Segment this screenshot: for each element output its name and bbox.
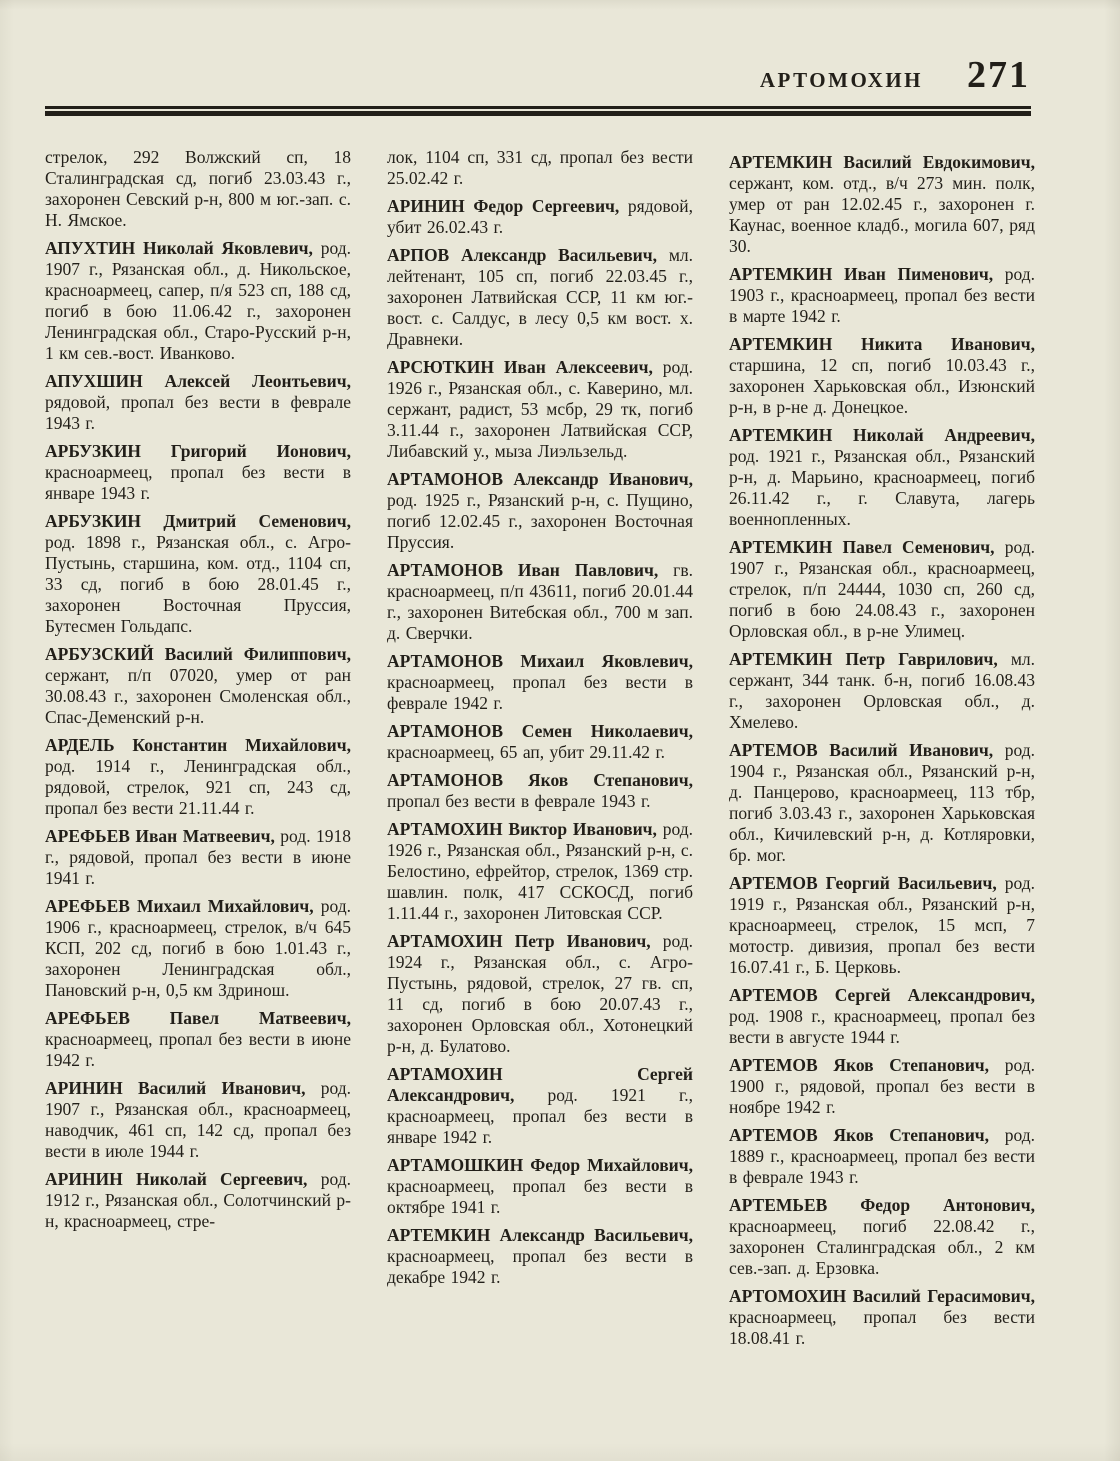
entry-person-name: АРБУЗКИН Дмитрий Семенович, [45,511,351,531]
entry-person-name: АРТЕМОВ Яков Степанович, [729,1125,1005,1145]
entry-details: красноармеец, пропал без вести в январе 1943 г. [45,462,351,503]
memorial-entry [387,819,693,924]
entry-details: род. 1926 г., Рязанская обл., с. Каверино, мл. сержант, радист, 53 мсбр, 29 тк, погиб 3.11.44 г., захоронен Латвийская ССР, Либавский у., мыза Лиэльзельд. [387,357,693,461]
memorial-entry [45,511,351,637]
memorial-entry [45,371,351,434]
entry-details: род. 1924 г., Рязанская обл., с. Агро-Пустынь, рядовой, стрелок, 27 гв. сп, 11 сд, погиб в бою 20.07.43 г., захоронен Орловская обл., Хотонецкий р-н, д. Булатово. [387,931,693,1056]
entry-details: сержант, ком. отд., в/ч 273 мин. полк, умер от ран 12.02.45 г., захоронен г. Каунас, военное кладб., могила 607, ряд 30. [729,173,1035,256]
memorial-entry [729,425,1035,530]
entry-person-name: АРЕФЬЕВ Иван Матвеевич, [45,826,281,846]
entry-details: род. 1907 г., Рязанская обл., д. Никольское, красноармеец, сапер, п/я 523 сп, 188 сд, погиб в бою 11.06.42 г., захоронен Ленинградская обл., Старо-Русский р-н, 1 км сев.-вост. Иванково. [45,238,351,363]
memorial-entry [45,896,351,1001]
page-number: 271 [967,54,1030,96]
entry-person-name: АРТАМОНОВ Иван Павлович, [387,560,674,580]
memorial-entry [729,1055,1035,1118]
memorial-entry [729,334,1035,418]
entry-details: гв. красноармеец, п/п 43611, погиб 20.01.44 г., захоронен Витебская обл., 700 м зап. д. Сверчки. [387,560,693,643]
running-title: АРТОМОХИН [759,68,923,92]
entry-person-name: АРТЕМКИН Павел Семенович, [729,537,1005,557]
entry-details: род. 1926 г., Рязанская обл., Рязанский р-н, с. Белостино, ефрейтор, стрелок, 1369 стр. шавлин. полк, 417 ССКОСД, погиб 1.11.44 г., захоронен Литовская ССР. [387,819,693,923]
entry-person-name: АРИНИН Николай Сергеевич, [45,1169,321,1189]
entry-details: род. 1906 г., красноармеец, стрелок, в/ч 645 КСП, 202 сд, погиб в бою 1.01.43 г., захоронен Ленинградская обл., Пановский р-н, 0,5 км Здринош. [45,896,351,1000]
entry-person-name: АРТАМОХИН Сергей Александрович, [387,1064,693,1105]
running-head [45,56,1030,94]
memorial-entry [729,1125,1035,1188]
entry-details: красноармеец, пропал без вести в декабре 1942 г. [387,1246,693,1287]
entry-details: род. 1918 г., рядовой, пропал без вести в июне 1941 г. [45,826,351,888]
memorial-entry [387,469,693,553]
entry-person-name: АРБУЗКИН Григорий Ионович, [45,441,351,461]
memorial-entry [729,1195,1035,1279]
entry-person-name: АРИНИН Федор Сергеевич, [387,196,628,216]
memorial-entry [729,649,1035,733]
entry-person-name: АРСЮТКИН Иван Алексеевич, [387,357,663,377]
entry-details: сержант, п/п 07020, умер от ран 30.08.43 г., захоронен Смоленская обл., Спас-Деменский р-н. [45,665,351,727]
entry-person-name: АПУХТИН Николай Яковлевич, [45,238,321,258]
entry-details: мл. лейтенант, 105 сп, погиб 22.03.45 г., захоронен Латвийская ССР, 11 км юг.-вост. с. Салдус, в лесу 0,5 км вост. х. Дравнеки. [387,245,693,349]
entry-details: красноармеец, пропал без вести в июне 1942 г. [45,1029,351,1070]
memorial-entry [387,147,693,189]
memorial-entry [387,1225,693,1288]
entry-details: род. 1912 г., Рязанская обл., Солотчинский р-н, красноармеец, стре- [45,1169,351,1231]
entry-person-name: АРТЕМКИН Никита Иванович, [729,334,1035,354]
column-2 [387,147,693,1452]
entry-details: род. 1903 г., красноармеец, пропал без вести в марте 1942 г. [729,264,1035,326]
memorial-entry [729,873,1035,978]
entry-person-name: АРБУЗСКИЙ Василий Филиппович, [45,644,351,664]
entry-person-name: АРТАМОШКИН Федор Михайлович, [387,1155,693,1175]
entry-person-name: АРТАМОХИН Петр Иванович, [387,931,663,951]
entry-details: красноармеец, 65 ап, убит 29.11.42 г. [387,742,666,762]
memorial-entry [45,238,351,364]
entry-person-name: АРТЕМКИН Петр Гаврилович, [729,649,1011,669]
entry-details: род. 1921 г., красноармеец, пропал без вести в январе 1942 г. [387,1085,693,1147]
memorial-entry [387,196,693,238]
memorial-entry [45,1008,351,1071]
text-columns [45,147,1035,1452]
entry-person-name: АРТЕМКИН Николай Андреевич, [729,425,1035,445]
memorial-entry [387,357,693,462]
entry-person-name: АРТАМОНОВ Семен Николаевич, [387,721,693,741]
memorial-entry [45,735,351,819]
entry-person-name: АРТАМОНОВ Александр Иванович, [387,469,693,489]
memorial-entry [45,1169,351,1232]
entry-person-name: АРЕФЬЕВ Михаил Михайлович, [45,896,321,916]
entry-person-name: АРТОМОХИН Василий Герасимович, [729,1286,1035,1306]
entry-details: красноармеец, пропал без вести 18.08.41 г. [729,1307,1035,1348]
entry-details: красноармеец, погиб 22.08.42 г., захоронен Сталинградская обл., 2 км сев.-зап. д. Ерзовка. [729,1216,1035,1278]
entry-person-name: АРТЕМКИН Александр Васильевич, [387,1225,693,1245]
memorial-entry [729,152,1035,257]
entry-person-name: АРДЕЛЬ Константин Михайлович, [45,735,351,755]
entry-details: красноармеец, пропал без вести в феврале 1942 г. [387,672,693,713]
entry-person-name: АРИНИН Василий Иванович, [45,1078,321,1098]
entry-person-name: АРТЕМОВ Яков Степанович, [729,1055,1005,1075]
memorial-entry [729,537,1035,642]
entry-details: старшина, 12 сп, погиб 10.03.43 г., захоронен Харьковская обл., Изюнский р-н, в р-не д. Донецкое. [729,355,1035,417]
entry-person-name: АРТЕМОВ Сергей Александрович, [729,985,1035,1005]
entry-details: род. 1908 г., красноармеец, пропал без вести в августе 1944 г. [729,1006,1035,1047]
memorial-entry [45,826,351,889]
memorial-entry [387,721,693,763]
memorial-entry [387,770,693,812]
entry-details: красноармеец, пропал без вести в октябре 1941 г. [387,1176,693,1217]
memorial-entry [387,1064,693,1148]
entry-details: рядовой, пропал без вести в феврале 1943 г. [45,392,351,433]
entry-details: род. 1904 г., Рязанская обл., Рязанский р-н, д. Панцерово, красноармеец, 113 тбр, погиб 3.03.43 г., захоронен Харьковская обл., Кичилевский р-н, д. Котляровки, бр. мог. [729,740,1035,865]
memorial-entry [387,931,693,1057]
entry-person-name: АРТАМОХИН Виктор Иванович, [387,819,663,839]
entry-person-name: АРПОВ Александр Васильевич, [387,245,669,265]
entry-person-name: АРТЕМОВ Георгий Васильевич, [729,873,1005,893]
entry-details: род. 1914 г., Ленинградская обл., рядовой, стрелок, 921 сп, 243 сд, пропал без вести 21.11.44 г. [45,756,351,818]
entry-details: рядовой, убит 26.02.43 г. [387,196,693,237]
entry-details: род. 1898 г., Рязанская обл., с. Агро-Пустынь, старшина, ком. отд., 1104 сп, 33 сд, погиб в бою 28.01.45 г., захоронен Восточная Пруссия, Бутесмен Гольдапс. [45,532,351,636]
entry-person-name: АРТАМОНОВ Михаил Яковлевич, [387,651,693,671]
memorial-entry [387,1155,693,1218]
entry-details: лок, 1104 сп, 331 сд, пропал без вести 25.02.42 г. [387,147,693,188]
memorial-entry [45,1078,351,1162]
entry-details: род. 1907 г., Рязанская обл., красноармеец, наводчик, 461 сп, 142 сд, пропал без вести в июле 1944 г. [45,1078,351,1161]
memorial-entry [387,245,693,350]
entry-details: род. 1889 г., красноармеец, пропал без вести в феврале 1943 г. [729,1125,1035,1187]
memorial-entry [729,264,1035,327]
memorial-entry [45,441,351,504]
memorial-entry [387,651,693,714]
memorial-entry [45,644,351,728]
entry-person-name: АРТЕМКИН Василий Евдокимович, [729,152,1035,172]
entry-details: пропал без вести в феврале 1943 г. [387,791,651,811]
entry-person-name: АРТЕМОВ Василий Иванович, [729,740,1005,760]
column-1 [45,147,351,1452]
header-double-rule [45,106,1031,116]
entry-person-name: АРТЕМЬЕВ Федор Антонович, [729,1195,1035,1215]
entry-details: род. 1921 г., Рязанская обл., Рязанский р-н, д. Марьино, красноармеец, погиб 26.11.42 г., г. Славута, лагерь военнопленных. [729,446,1035,529]
entry-person-name: АРТЕМКИН Иван Пименович, [729,264,1005,284]
entry-details: род. 1900 г., рядовой, пропал без вести в ноябре 1942 г. [729,1055,1035,1117]
entry-person-name: АРТАМОНОВ Яков Степанович, [387,770,693,790]
entry-details: мл. сержант, 344 танк. б-н, погиб 16.08.43 г., захоронен Орловская обл., д. Хмелево. [729,649,1035,732]
column-3 [729,147,1035,1452]
entry-details: род. 1919 г., Рязанская обл., Рязанский р-н, красноармеец, стрелок, 15 мсп, 7 мотостр. дивизия, пропал без вести 16.07.41 г., Б. Церковь. [729,873,1035,977]
memorial-entry [387,560,693,644]
entry-person-name: АРЕФЬЕВ Павел Матвеевич, [45,1008,351,1028]
memorial-entry [729,740,1035,866]
memorial-entry [45,147,351,231]
entry-person-name: АПУХШИН Алексей Леонтьевич, [45,371,351,391]
entry-details: стрелок, 292 Волжский сп, 18 Сталинградская сд, погиб 23.03.43 г., захоронен Севский р-н, 800 м юг.-зап. с. Н. Ямское. [45,147,351,230]
entry-details: род. 1925 г., Рязанский р-н, с. Пущино, погиб 12.02.45 г., захоронен Восточная Пруссия. [387,490,693,552]
memorial-entry [729,985,1035,1048]
memorial-entry [729,1286,1035,1349]
entry-details: род. 1907 г., Рязанская обл., красноармеец, стрелок, п/п 24444, 1030 сп, 260 сд, погиб в бою 24.08.43 г., захоронен Орловская обл., в р-не Улимец. [729,537,1035,641]
